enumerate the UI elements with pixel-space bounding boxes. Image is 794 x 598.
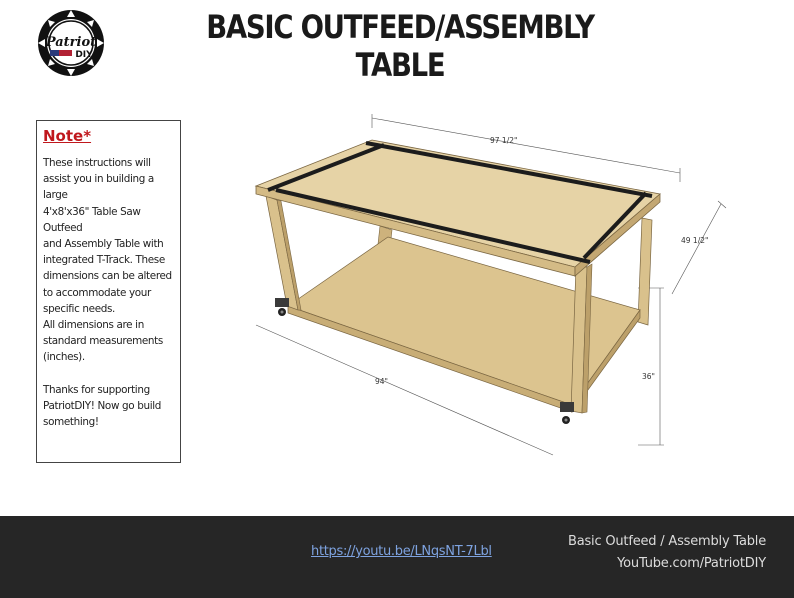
note-body: These instructions will assist you in building a large 4'x8'x36" Table Saw Outfeed and Assembly Table with integrated T-Track. These dimensions can be altered to accommodate your specific needs. All dimensions are in standard measurements (inches). Thanks for supporting PatriotDIY! Now go build something! bbox=[43, 157, 172, 429]
dim-width: 49 1/2" bbox=[681, 236, 709, 245]
page-title: BASIC OUTFEED/ASSEMBLY TABLE bbox=[206, 8, 594, 84]
dim-length-bottom: 94" bbox=[375, 377, 388, 386]
footer-channel: YouTube.com/PatriotDIY bbox=[617, 556, 766, 571]
footer-bar bbox=[0, 516, 794, 598]
note-box bbox=[36, 120, 181, 463]
note-heading: Note* bbox=[43, 127, 92, 145]
patriotdiy-logo bbox=[36, 8, 106, 78]
logo-wordmark: Patriot bbox=[45, 35, 97, 50]
youtube-link[interactable]: https://youtu.be/LNqsNT-7Lbl bbox=[311, 544, 492, 559]
logo-diy: DIY bbox=[75, 50, 93, 60]
dim-height: 36" bbox=[642, 372, 655, 381]
caster-front-right bbox=[560, 402, 574, 424]
table-drawing bbox=[240, 100, 730, 460]
dim-length-top: 97 1/2" bbox=[490, 136, 518, 145]
caster-front-left bbox=[275, 298, 289, 316]
footer-title: Basic Outfeed / Assembly Table bbox=[568, 534, 766, 549]
